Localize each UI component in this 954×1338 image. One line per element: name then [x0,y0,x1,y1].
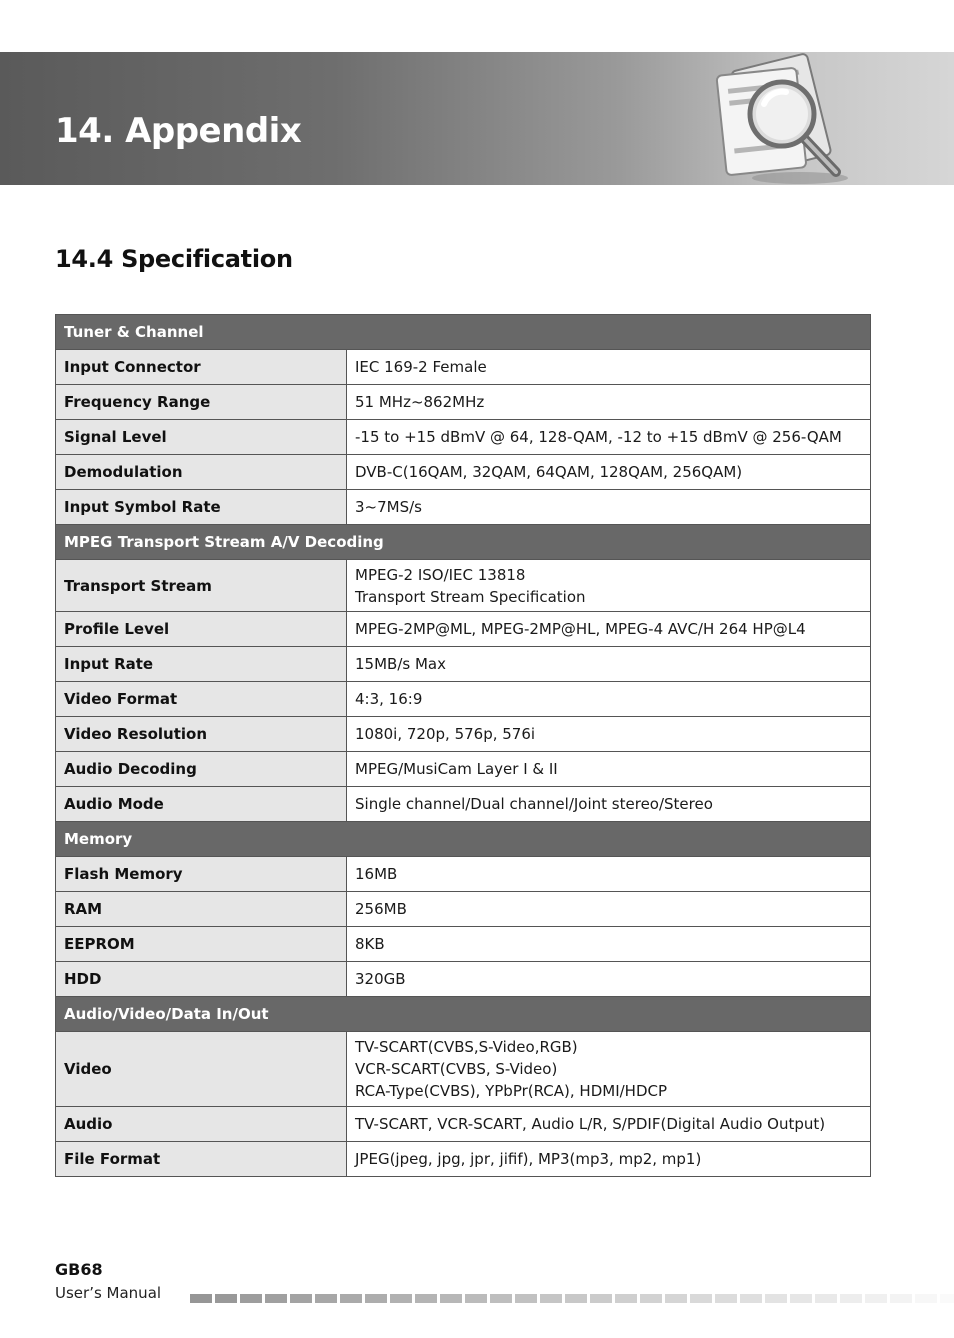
spec-row [56,490,871,525]
spec-row [56,350,871,385]
spec-value-line: MPEG-2 ISO/IEC 13818 [355,565,526,584]
footer-bar-segment [690,1294,712,1303]
spec-label: Transport Stream [56,560,347,612]
footer-bar-segment [565,1294,587,1303]
spec-label: File Format [56,1142,347,1177]
spec-value [347,787,871,822]
section-title: 14.4 Specification [55,245,293,273]
spec-row [56,717,871,752]
footer-model: GB68 [55,1260,103,1279]
footer-bar-segment [890,1294,912,1303]
spec-value [347,490,871,525]
spec-value-line: 4:3, 16:9 [355,690,423,708]
footer-bar-segment [665,1294,687,1303]
spec-label: Video [56,1032,347,1107]
spec-label: Audio Decoding [56,752,347,787]
spec-row [56,752,871,787]
spec-row [56,612,871,647]
spec-row [56,857,871,892]
spec-value [347,682,871,717]
group-header: MPEG Transport Stream A/V Decoding [56,525,871,560]
group-header-row [56,822,871,857]
spec-value-line: VCR-SCART(CVBS, S-Video) [355,1060,558,1078]
footer-bar-segment [365,1294,387,1303]
spec-value-line: 3~7MS/s [355,498,422,516]
spec-value [347,420,871,455]
spec-label: Frequency Range [56,385,347,420]
spec-value-line: JPEG(jpeg, jpg, jpr, jifif), MP3(mp3, mp2, mp1) [355,1150,702,1168]
spec-value [347,927,871,962]
spec-row [56,682,871,717]
spec-row [56,455,871,490]
footer-bar-segment [415,1294,437,1303]
spec-value [347,1032,871,1107]
group-header-row [56,997,871,1032]
spec-value-line: DVB-C(16QAM, 32QAM, 64QAM, 128QAM, 256QAM) [355,463,743,481]
spec-value-line: 51 MHz~862MHz [355,393,485,411]
footer-bar-segment [640,1294,662,1303]
spec-value-line: Transport Stream Specification [355,587,586,606]
footer-bar-segment [515,1294,537,1303]
footer-bar-segment [540,1294,562,1303]
spec-row [56,1032,871,1107]
spec-value [347,1107,871,1142]
spec-value-line: MPEG-2MP@ML, MPEG-2MP@HL, MPEG-4 AVC/H 264 HP@L4 [355,620,806,638]
spec-value [347,1142,871,1177]
spec-row [56,1107,871,1142]
spec-value [347,560,871,612]
spec-value-line: MPEG/MusiCam Layer I & II [355,760,558,778]
spec-row [56,560,871,612]
spec-row [56,385,871,420]
group-header-row [56,525,871,560]
footer-bar-segment [340,1294,362,1303]
footer-bar-segment [865,1294,887,1303]
footer-bar-segment [715,1294,737,1303]
spec-label: Audio Mode [56,787,347,822]
spec-value-line: Single channel/Dual channel/Joint stereo/Stereo [355,795,713,813]
footer-bar-segment [190,1294,212,1303]
footer-bar-segment [440,1294,462,1303]
spec-value [347,612,871,647]
footer-bar-segment [790,1294,812,1303]
spec-label: RAM [56,892,347,927]
spec-label: Video Format [56,682,347,717]
spec-label: Input Symbol Rate [56,490,347,525]
spec-label: EEPROM [56,927,347,962]
chapter-title: 14. Appendix [55,111,302,151]
spec-label: HDD [56,962,347,997]
chapter-banner [0,52,954,185]
spec-label: Profile Level [56,612,347,647]
spec-value-line: 15MB/s Max [355,655,446,673]
spec-value-line: TV-SCART(CVBS,S-Video,RGB) [355,1038,578,1056]
specification-table [55,314,871,1177]
spec-label: Flash Memory [56,857,347,892]
spec-value-line: -15 to +15 dBmV @ 64, 128-QAM, -12 to +15 dBmV @ 256-QAM [355,428,842,446]
group-header: Memory [56,822,871,857]
spec-value [347,455,871,490]
footer-bar-segment [940,1294,954,1303]
footer-bar-segment [240,1294,262,1303]
spec-label: Video Resolution [56,717,347,752]
group-header: Audio/Video/Data In/Out [56,997,871,1032]
spec-value-line: 1080i, 720p, 576p, 576i [355,725,536,743]
magnifier-document-icon [690,52,870,185]
spec-value-line: RCA-Type(CVBS), YPbPr(RCA), HDMI/HDCP [355,1082,668,1100]
footer-decorative-bar [190,1294,954,1303]
spec-row [56,420,871,455]
spec-value [347,857,871,892]
spec-value-line: 320GB [355,970,406,988]
spec-value [347,385,871,420]
spec-label: Input Connector [56,350,347,385]
group-header-row [56,315,871,350]
spec-value-line: 256MB [355,900,407,918]
spec-value [347,350,871,385]
spec-value [347,962,871,997]
spec-label: Audio [56,1107,347,1142]
group-header: Tuner & Channel [56,315,871,350]
footer-bar-segment [915,1294,937,1303]
spec-row [56,962,871,997]
spec-value [347,717,871,752]
spec-row [56,892,871,927]
spec-row [56,1142,871,1177]
spec-row [56,927,871,962]
spec-value [347,892,871,927]
footer-bar-segment [465,1294,487,1303]
footer-subtitle: User’s Manual [55,1284,162,1302]
spec-label: Input Rate [56,647,347,682]
footer-bar-segment [390,1294,412,1303]
footer-bar-segment [590,1294,612,1303]
spec-value [347,647,871,682]
footer-bar-segment [840,1294,862,1303]
footer-bar-segment [490,1294,512,1303]
footer-bar-segment [265,1294,287,1303]
footer-bar-segment [215,1294,237,1303]
footer-bar-segment [290,1294,312,1303]
spec-value-line: 16MB [355,865,398,883]
footer-bar-segment [740,1294,762,1303]
spec-value-line: 8KB [355,935,385,953]
spec-label: Demodulation [56,455,347,490]
footer-bar-segment [315,1294,337,1303]
footer-bar-segment [765,1294,787,1303]
footer-bar-segment [815,1294,837,1303]
spec-label: Signal Level [56,420,347,455]
spec-row [56,787,871,822]
footer-bar-segment [615,1294,637,1303]
spec-value-line: IEC 169-2 Female [355,358,487,376]
spec-value [347,752,871,787]
spec-value-line: TV-SCART, VCR-SCART, Audio L/R, S/PDIF(Digital Audio Output) [355,1115,826,1133]
spec-row [56,647,871,682]
